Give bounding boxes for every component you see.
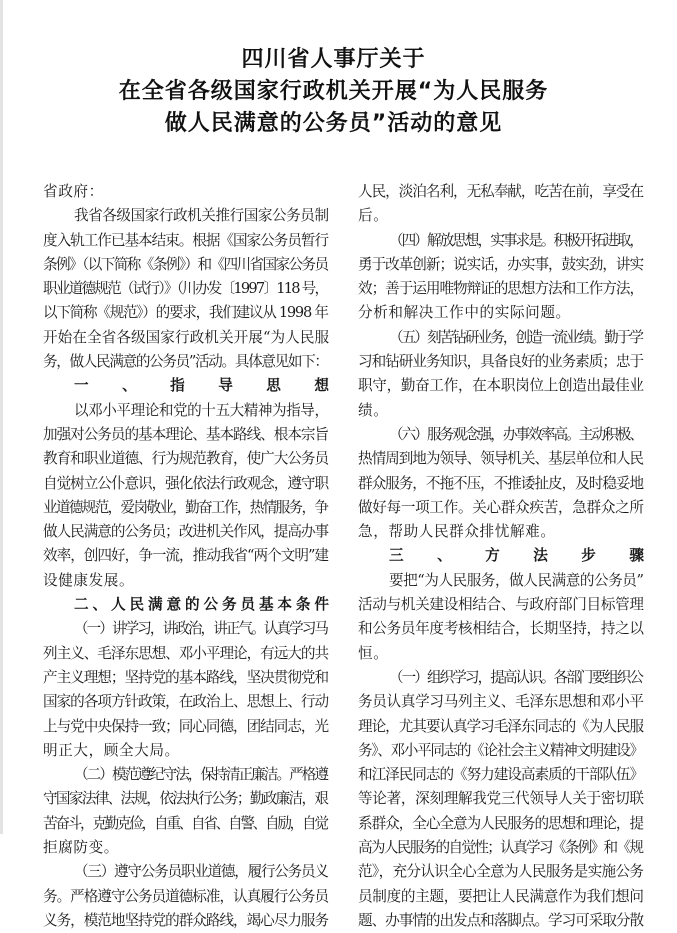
body-text-line xyxy=(358,739,644,763)
line-text: （四）解放思想，实事求是。积极开拓进取， xyxy=(389,231,643,249)
title-line-3: 做人民满意的公务员”活动的意见 xyxy=(164,111,503,136)
line-text: 效率，创四好，争一流，推动我省“两个文明”建 xyxy=(43,547,329,565)
line-text: 以下简称《规范》）的要求，我们建议从 1998 年 xyxy=(43,304,328,322)
line-text: 条例》（以下简称《条例》）和《四川省国家公务员 xyxy=(43,255,328,273)
line-text: 教育和职业道德、行为规范教育，使广大公务员 xyxy=(43,450,329,468)
line-text: （一）组织学习，提高认识。各部门要组织公 xyxy=(389,668,643,686)
body-text-line xyxy=(43,229,329,253)
body-text-line xyxy=(43,885,329,909)
line-text: 国家的各项方针政策，在政治上、思想上、行动 xyxy=(43,693,329,711)
line-text: 做好每一项工作。关心群众疾苦，急群众之所 xyxy=(358,498,644,516)
body-text-line: 后。 xyxy=(358,207,389,225)
body-text-line xyxy=(43,204,329,228)
body-text-line xyxy=(358,812,644,836)
line-text: 勇于改革创新；说实话，办实事，鼓实劲，讲实 xyxy=(358,255,644,273)
section-heading xyxy=(43,374,363,398)
body-text-line xyxy=(358,715,644,739)
body-text-line xyxy=(358,787,644,811)
line-text: 和江泽民同志的《努力建设高素质的干部队伍》 xyxy=(358,766,644,784)
body-text-line xyxy=(43,350,329,374)
body-text-line xyxy=(358,229,644,253)
body-text-line: 明正大，顾全大局。 xyxy=(43,741,180,759)
line-text: 自觉树立公仆意识，强化依法行政观念，遵守职 xyxy=(43,474,329,492)
document-title xyxy=(0,44,667,140)
line-text: 理论，尤其要认真学习毛泽东同志的《为人民服 xyxy=(358,717,644,735)
body-text-line xyxy=(43,253,329,277)
left-column xyxy=(43,180,363,933)
line-text: 义务，模范地坚持党的群众路线，竭心尽力服务 xyxy=(43,911,329,929)
body-text-line xyxy=(358,666,644,690)
body-text-line: 恒。 xyxy=(358,644,389,662)
line-text: 习和钻研业务知识，具备良好的业务素质；忠于 xyxy=(358,353,644,371)
body-text-line xyxy=(43,666,329,690)
line-text: 务。严格遵守公务员道德标准，认真履行公务员 xyxy=(43,887,329,905)
line-text: 开始在全省各级国家行政机关开展“为人民服 xyxy=(43,328,330,346)
body-text-line xyxy=(43,860,329,884)
body-text-line xyxy=(358,617,644,641)
line-text: 活动与机关建设相结合、与政府部门目标管理 xyxy=(358,596,644,614)
body-text-line xyxy=(358,423,644,447)
body-text-line xyxy=(358,326,644,350)
body-text-line xyxy=(358,885,644,909)
body-text-line xyxy=(43,617,329,641)
line-text: 务，做人民满意的公务员”活动。具体意见如下： xyxy=(43,353,328,371)
line-text: 务员认真学习马列主义、毛泽东思想和邓小平 xyxy=(358,693,644,711)
line-text: 高为人民服务的自觉性；认真学习《条例》和《规 xyxy=(358,839,643,857)
body-text-line xyxy=(43,447,329,471)
body-text-line xyxy=(43,520,329,544)
body-text-line xyxy=(43,326,329,350)
body-text-line xyxy=(43,496,329,520)
body-text-line xyxy=(43,277,329,301)
line-text: 产主义理想；坚持党的基本路线，坚决贯彻党和 xyxy=(43,668,329,686)
body-text-line xyxy=(43,399,329,423)
line-text: 员制度的主题，要把让人民满意作为我们想问 xyxy=(358,887,644,905)
body-text-line xyxy=(43,812,329,836)
line-text: （六）服务观念强，办事效率高。主动积极、 xyxy=(389,425,643,443)
body-text-line xyxy=(358,860,644,884)
body-text-line xyxy=(43,642,329,666)
line-text: 三、方法步骤 xyxy=(389,547,677,565)
line-text: （一）讲学习，讲政治，讲正气。认真学习马 xyxy=(74,620,328,638)
body-text-line xyxy=(358,472,644,496)
line-text: 等论著，深刻理解我党三代领导人关于密切联 xyxy=(358,790,644,808)
line-text: 加强对公务员的基本理论、基本路线、根本宗旨 xyxy=(43,425,329,443)
line-text: 题、办事情的出发点和落脚点。学习可采取分散 xyxy=(358,911,644,929)
body-text-line: 绩。 xyxy=(358,401,389,419)
body-text-line xyxy=(358,447,644,471)
body-text-line xyxy=(358,374,644,398)
line-text: 业道德规范，爱岗敬业，勤奋工作，热情服务，争 xyxy=(43,498,328,516)
body-text-line xyxy=(43,544,329,568)
body-text-line xyxy=(43,715,329,739)
body-text-line xyxy=(358,277,644,301)
title-line-1: 四川省人事厅关于 xyxy=(241,47,426,72)
line-text: 职守，勤奋工作，在本职岗位上创造出最佳业 xyxy=(358,377,644,395)
body-text-line xyxy=(43,763,329,787)
line-text: 我省各级国家行政机关推行国家公务员制 xyxy=(74,207,329,225)
section-heading xyxy=(358,544,677,568)
line-text: 和公务员年度考核相结合，长期坚持，持之以 xyxy=(358,620,644,638)
body-text-line xyxy=(358,350,644,374)
body-text-line xyxy=(358,836,644,860)
body-text-line xyxy=(358,253,644,277)
line-text: 以邓小平理论和党的十五大精神为指导， xyxy=(74,401,329,419)
line-text: 列主义、毛泽东思想、邓小平理论，有远大的共 xyxy=(43,644,329,662)
line-text: 度入轨工作已基本结束。根据《国家公务员暂行 xyxy=(43,231,329,249)
line-text: 一、指导思想 xyxy=(74,377,363,395)
line-text: （五）刻苦钻研业务，创造一流业绩。勤于学 xyxy=(389,328,643,346)
line-text: 群众服务，不拖不压，不推诿扯皮，及时稳妥地 xyxy=(358,474,644,492)
body-text-line xyxy=(43,787,329,811)
title-line-2: 在全省各级国家行政机关开展“为人民服务 xyxy=(118,79,549,104)
body-text-line xyxy=(43,423,329,447)
body-text-line xyxy=(358,180,644,204)
body-text-line xyxy=(358,569,644,593)
line-text: 苦奋斗，克勤克俭，自重、自省、自警、自励，自觉 xyxy=(43,814,327,832)
line-text: 系群众，全心全意为人民服务的思想和理论，提 xyxy=(358,814,644,832)
body-text-line xyxy=(43,472,329,496)
body-text-line xyxy=(43,909,329,933)
line-text: 效；善于运用唯物辩证的思想方法和工作方法， xyxy=(358,280,644,298)
section-heading xyxy=(43,593,333,617)
line-text: 上与党中央保持一致；同心同德，团结同志，光 xyxy=(43,717,329,735)
body-text-line: 急，帮助人民群众排忧解难。 xyxy=(358,523,556,541)
right-column xyxy=(358,180,677,933)
body-text-line xyxy=(358,593,644,617)
line-text: 要把“为人民服务，做人民满意的公务员” xyxy=(389,571,644,589)
line-text: 守国家法律、法规，依法执行公务；勤政廉洁，艰 xyxy=(43,790,328,808)
line-text: 范》，充分认识全心全意为人民服务是实施公务 xyxy=(358,863,644,881)
body-text-line xyxy=(358,763,644,787)
body-text-line: 分析和解决工作中的实际问题。 xyxy=(358,304,571,322)
line-text: 热情周到地为领导、领导机关、基层单位和人民 xyxy=(358,450,644,468)
body-text-line xyxy=(358,909,644,933)
body-text-line: 省政府： xyxy=(43,183,104,200)
body-text-line xyxy=(43,690,329,714)
line-text: 人民，淡泊名利，无私奉献，吃苦在前，享受在 xyxy=(358,183,644,200)
line-text: （三）遵守公务员职业道德，履行公务员义 xyxy=(74,863,328,881)
body-text-line xyxy=(43,301,329,325)
body-text-line: 设健康发展。 xyxy=(43,571,135,589)
body-text-line xyxy=(358,690,644,714)
line-text: 务》、邓小平同志的《论社会主义精神文明建设》 xyxy=(358,741,643,759)
body-text-line xyxy=(358,496,644,520)
line-text: 做人民满意的公务员；改进机关作风，提高办事 xyxy=(43,523,329,541)
line-text: （二）模范遵纪守法，保持清正廉洁。严格遵 xyxy=(74,766,328,784)
body-text-line: 拒腐防变。 xyxy=(43,839,119,857)
line-text: 二、人民满意的公务员基本条件 xyxy=(74,596,333,614)
line-text: 职业道德规范（试行）》（川办发〔1997〕118 号， xyxy=(43,280,328,298)
